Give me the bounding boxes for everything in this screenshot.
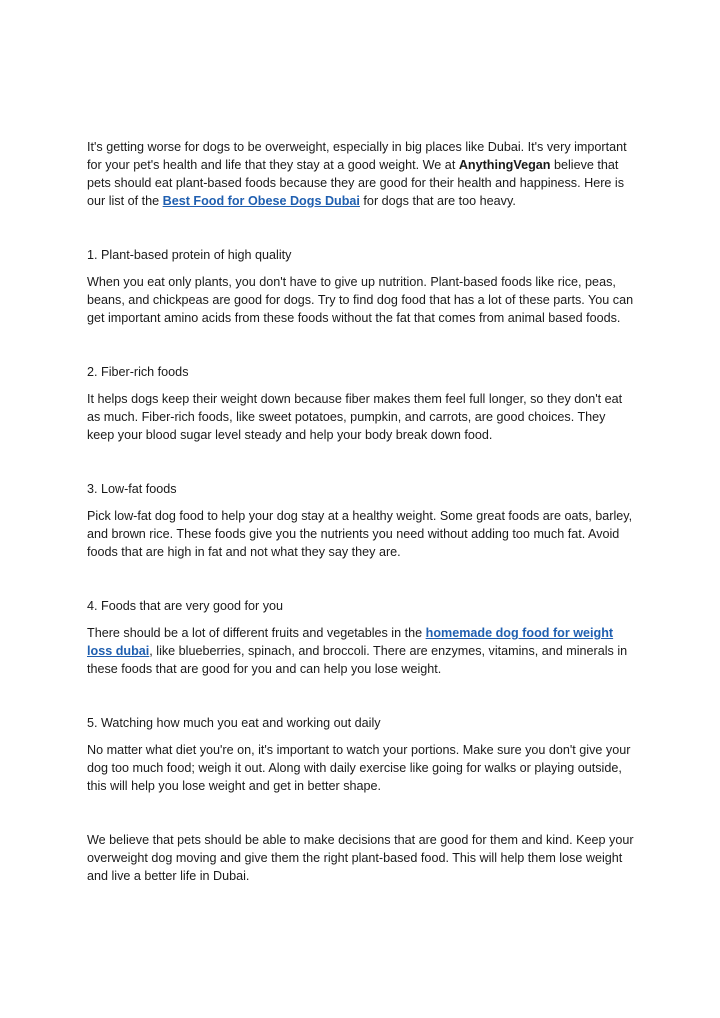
brand-name: AnythingVegan [458, 158, 551, 172]
section-body-4-text-2: , like blueberries, spinach, and broccoli. There are enzymes, vitamins, and minerals in these foods that are good for you and can help you lose weight. [87, 644, 628, 676]
section-heading-2: 2. Fiber-rich foods [87, 365, 189, 379]
intro-text-3: for dogs that are too heavy. [359, 194, 516, 208]
intro-paragraph [87, 138, 635, 210]
closing-paragraph: We believe that pets should be able to make decisions that are good for them and kind. Keep your overweight dog moving and give them the right plant-based food. This will help them lose weight and live a better life in Dubai. [87, 833, 634, 883]
section-heading-4: 4. Foods that are very good for you [87, 599, 284, 613]
section-body-4-text-1: There should be a lot of different fruits and vegetables in the [87, 626, 426, 640]
document-body [87, 138, 635, 885]
intro-text-2: believe that pets should eat plant-based foods because they are good for their health and happiness. Here is our list of the [87, 158, 624, 208]
section-body-5: No matter what diet you're on, it's important to watch your portions. Make sure you don't give your dog too much food; weigh it out. Along with daily exercise like going for walks or playing outside, this will help you lose weight and get in better shape. [87, 743, 631, 793]
section-heading-3: 3. Low-fat foods [87, 482, 177, 496]
section-body-2: It helps dogs keep their weight down because fiber makes them feel full longer, so they don't eat as much. Fiber-rich foods, like sweet potatoes, pumpkin, and carrots, are good choices. They keep your blood sugar level steady and help your body break down food. [87, 392, 623, 442]
intro-text-1: It's getting worse for dogs to be overweight, especially in big places like Dubai. It's very important for your pet's health and life that they stay at a good weight. We at [87, 140, 627, 172]
section-heading-5: 5. Watching how much you eat and working out daily [87, 716, 381, 730]
section-body-4 [87, 624, 635, 678]
section-heading-1: 1. Plant-based protein of high quality [87, 248, 292, 262]
section-body-3: Pick low-fat dog food to help your dog stay at a healthy weight. Some great foods are oats, barley, and brown rice. These foods give you the nutrients you need without adding too much fat. Avoid foods that are high in fat and not what they say they are. [87, 509, 633, 559]
homemade-dog-food-link[interactable]: homemade dog food for weight loss dubai [87, 626, 614, 658]
section-body-1: When you eat only plants, you don't have to give up nutrition. Plant-based foods like rice, peas, beans, and chickpeas are good for dogs. Try to find dog food that has a lot of these parts. You can get important amino acids from these foods without the fat that comes from animal based foods. [87, 275, 634, 325]
best-food-link[interactable]: Best Food for Obese Dogs Dubai [162, 194, 360, 208]
